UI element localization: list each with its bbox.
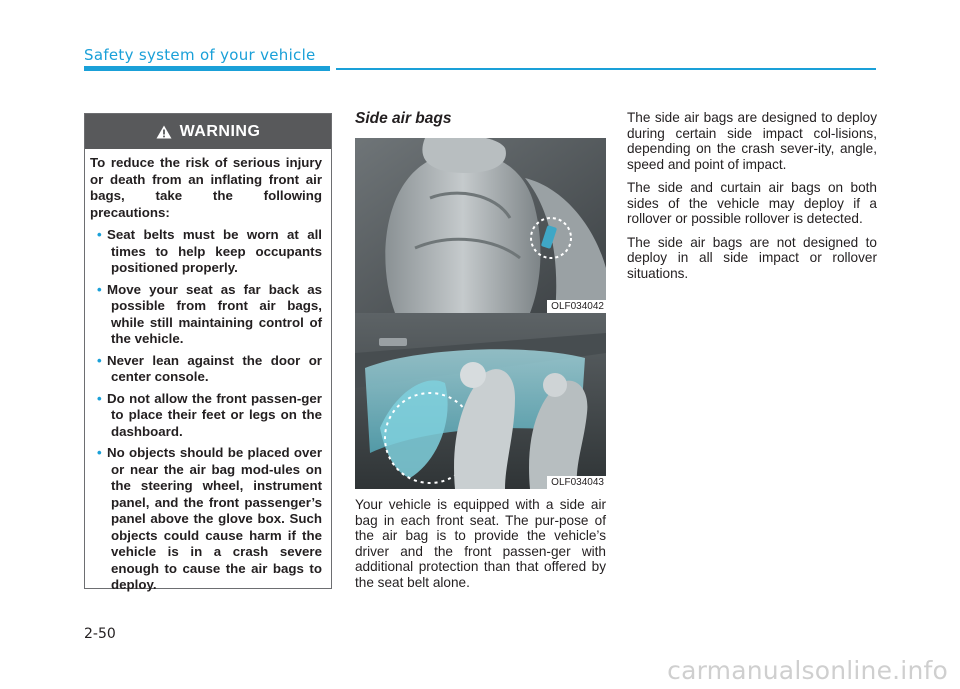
- warning-item: • Never lean against the door or center console.: [97, 352, 322, 384]
- header-rule-thin: [336, 68, 876, 70]
- warning-triangle-icon: [156, 125, 172, 139]
- warning-list: [90, 227, 322, 594]
- warning-title: WARNING: [179, 122, 261, 140]
- warning-item: • Move your seat as far back as possible from front air bags, while still maintaining control of the vehicle.: [97, 281, 322, 346]
- figure-2-label: OLF034043: [547, 476, 606, 489]
- warning-intro: To reduce the risk of serious injury or death from an inflating front air bags, take the following precautions:: [90, 155, 322, 220]
- figure-seat-airbag-module: [355, 138, 606, 313]
- side-airbags-title: Side air bags: [355, 110, 452, 127]
- paragraph: The side and curtain air bags on both sides of the vehicle may deploy if a rollover or possible rollover is detected.: [627, 180, 877, 226]
- side-airbags-body: Your vehicle is equipped with a side air bag in each front seat. The pur-pose of the air bag is to provide the vehicle’s driver and the front passen-ger with additional protection than that offered by the seat belt alone.: [355, 497, 606, 590]
- header-rule-thick: [84, 66, 330, 71]
- warning-item: • No objects should be placed over or near the air bag mod-ules on the steering wheel, instrument panel, and the front passenger’s panel above the glove box. Such objects could cause harm if the vehicle is in a crash severe enough to cause the air bags to deploy.: [97, 445, 322, 592]
- bullet-icon: •: [97, 227, 102, 242]
- figure-airbag-deployed: [355, 313, 606, 489]
- bullet-icon: •: [97, 281, 102, 297]
- deployed-airbag-illustration: [355, 313, 606, 489]
- warning-item: • Seat belts must be worn at all times to help keep occupants positioned properly.: [97, 227, 322, 275]
- section-header-title: Safety system of your vehicle: [84, 46, 316, 64]
- figure-1-label: OLF034042: [547, 300, 606, 313]
- page-number: 2-50: [84, 626, 116, 642]
- paragraph: The side air bags are designed to deploy during certain side impact col-lisions, depending on the crash sever-ity, angle, speed and point of impact.: [627, 110, 877, 172]
- bullet-icon: •: [97, 445, 102, 460]
- bullet-icon: •: [97, 352, 102, 368]
- right-column: [627, 110, 877, 289]
- warning-item: • Do not allow the front passen-ger to place their feet or legs on the dashboard.: [97, 390, 322, 439]
- watermark: carmanualsonline.info: [667, 656, 948, 685]
- warning-body: [85, 149, 331, 594]
- warning-header: [85, 114, 331, 149]
- seat-illustration: [355, 138, 606, 313]
- paragraph: The side air bags are not designed to deploy in all side impact or rollover situations.: [627, 234, 877, 281]
- bullet-icon: •: [97, 390, 102, 406]
- warning-box: [84, 113, 332, 592]
